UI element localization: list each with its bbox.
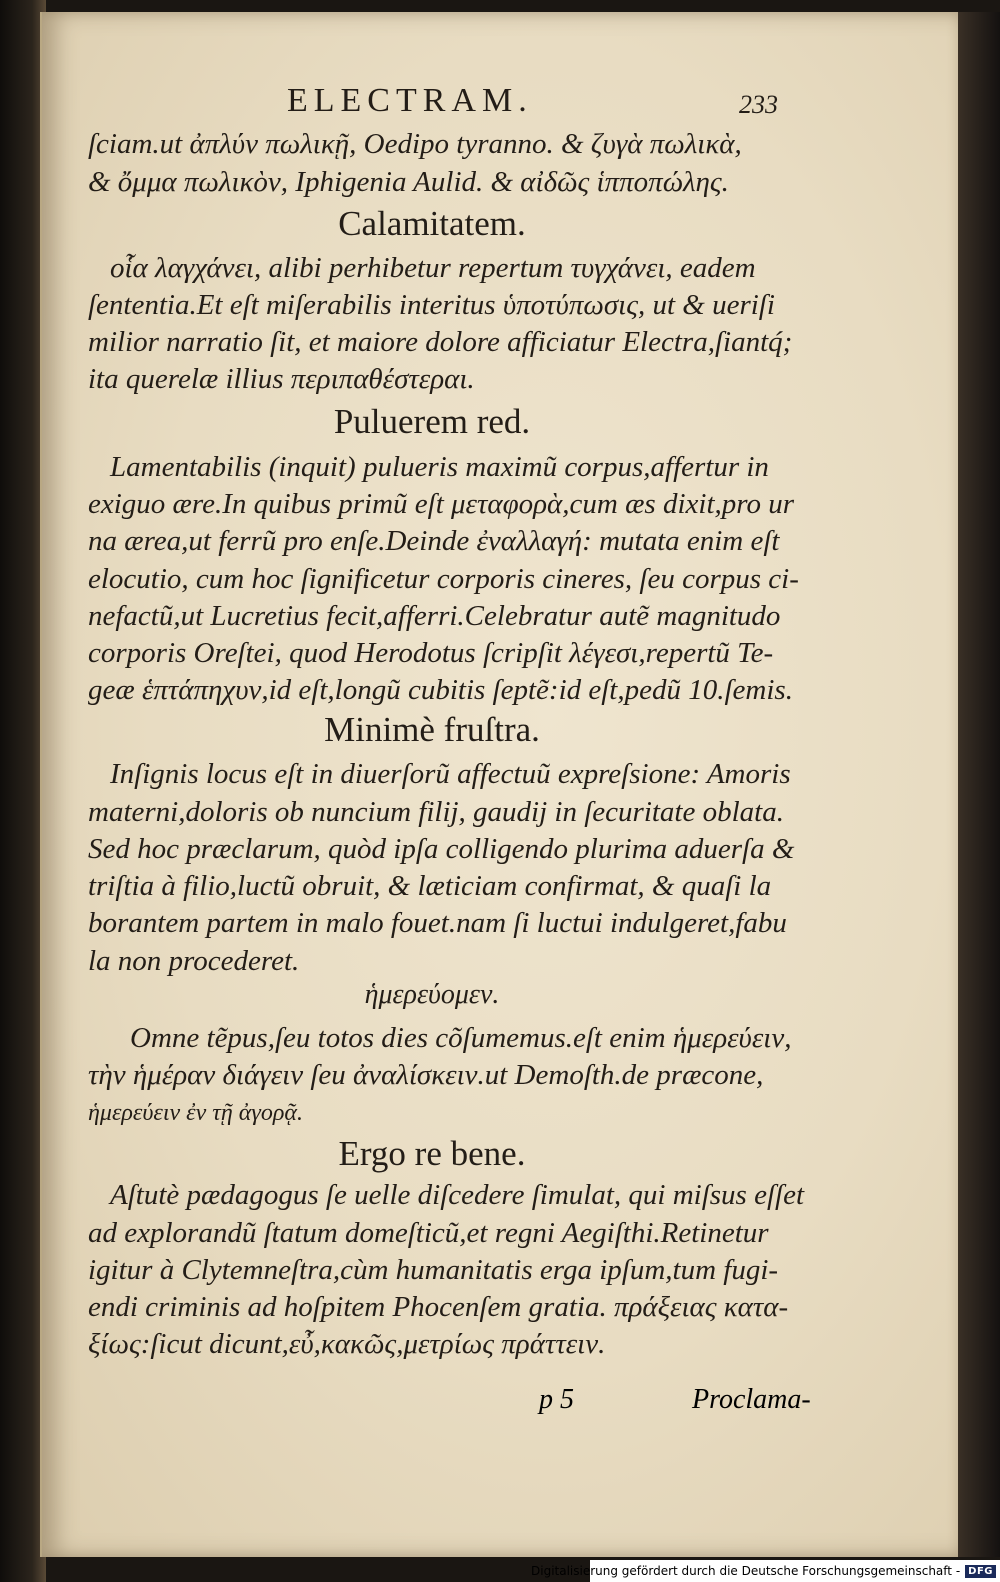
section-heading: Ergo re bene. (338, 1134, 526, 1173)
text-line: ſciam.ut ἀπλύν πωλικῇ, Oedipo tyranno. & ζυγὰ πωλικὰ, (88, 128, 742, 160)
text-line: οἷα λαγχάνει, alibi perhibetur repertum τυγχάνει, eadem (110, 252, 756, 284)
text-line: na ærea,ut ferrũ pro enſe.Deinde ἐναλλαγή: mutata enim eſt (88, 525, 780, 557)
page-number: 233 (739, 90, 778, 119)
section-heading: Minimè fruſtra. (324, 710, 540, 749)
text-line: Omne tẽpus,ſeu totos dies cõſumemus.eſt enim ἡμερεύειν, (130, 1022, 792, 1054)
text-line: ad explorandũ ſtatum domeſticũ,et regni Aegiſthi.Retinetur (88, 1217, 769, 1249)
text-line: endi criminis ad hoſpitem Phocenſem gratia. πράξειας κατα- (88, 1291, 789, 1323)
section-heading: ἡμερεύομεν. (364, 979, 500, 1010)
dfg-logo: DFG (965, 1565, 996, 1578)
section-heading: Puluerem red. (333, 402, 531, 441)
text-line: materni,doloris ob nuncium filij, gaudij in ſecuritate oblata. (88, 796, 784, 828)
credit-text: Digitalisierung gefördert durch die Deutsche Forschungsgemeinschaft - (531, 1564, 961, 1578)
signature-mark: p 5 (539, 1384, 574, 1415)
text-line: ita querelæ illius περιπαθέστεραι. (88, 363, 475, 395)
text-line: Aſtutè pædagogus ſe uelle diſcedere ſimulat, qui miſsus eſſet (110, 1179, 805, 1211)
text-line: ἡμερεύειν ἐν τῇ ἀγορᾷ. (88, 1100, 303, 1126)
text-line: Lamentabilis (inquit) pulueris maximũ corpus,affertur in (110, 451, 769, 483)
credit-bar (531, 1560, 1000, 1582)
text-line: milior narratio ſit, et maiore dolore afficiatur Electra,ſiantq́; (88, 326, 793, 358)
scan-right-edge (958, 12, 1000, 1557)
text-line: borantem partem in malo fouet.nam ſi luctui indulgeret,fabu (88, 907, 787, 939)
text-line: ſententia.Et eſt miſerabilis interitus ὑποτύπωσις, ut & ueriſi (88, 289, 775, 321)
text-line: geæ ἑπτάπηχυν,id eſt,longũ cubitis ſeptẽ:id eſt,pedũ 10.ſemis. (88, 674, 793, 706)
text-line: τὴν ἡμέραν διάγειν ſeu ἀναλίσκειν.ut Demoſth.de præcone, (88, 1059, 764, 1091)
text-line: nefactũ,ut Lucretius fecit,afferri.Celebratur autẽ magnitudo (88, 600, 781, 632)
book-page (40, 12, 962, 1557)
text-line: Sed hoc præclarum, quòd ipſa colligendo plurima aduerſa & (88, 833, 795, 865)
section-heading: Calamitatem. (338, 204, 526, 243)
text-line: & ὄμμα πωλικὸν, Iphigenia Aulid. & αἰδῶς ἱπποπώλης. (88, 166, 729, 198)
text-line: corporis Oreſtei, quod Herodotus ſcripſit λέγεσι,repertũ Te- (88, 637, 774, 669)
running-head: ELECTRAM. (287, 82, 533, 119)
text-line: la non procederet. (88, 945, 300, 977)
text-line: triſtia à filio,luctũ obruit, & læticiam confirmat, & quaſi la (88, 870, 772, 902)
text-line: Inſignis locus eſt in diuerſorũ affectuũ expreſsione: Amoris (110, 758, 791, 790)
text-line: elocutio, cum hoc ſignificetur corporis cineres, ſeu corpus ci- (88, 563, 799, 595)
text-line: exiguo ære.In quibus primũ eſt μεταφορὰ,cum æs dixit,pro ur (88, 488, 794, 520)
text-line: ξίως:ſicut dicunt,εὖ,κακῶς,μετρίως πράττειν. (88, 1328, 606, 1360)
catchword: Proclama- (692, 1384, 811, 1415)
text-line: igitur à Clytemneſtra,cùm humanitatis erga ipſum,tum fugi- (88, 1254, 779, 1286)
